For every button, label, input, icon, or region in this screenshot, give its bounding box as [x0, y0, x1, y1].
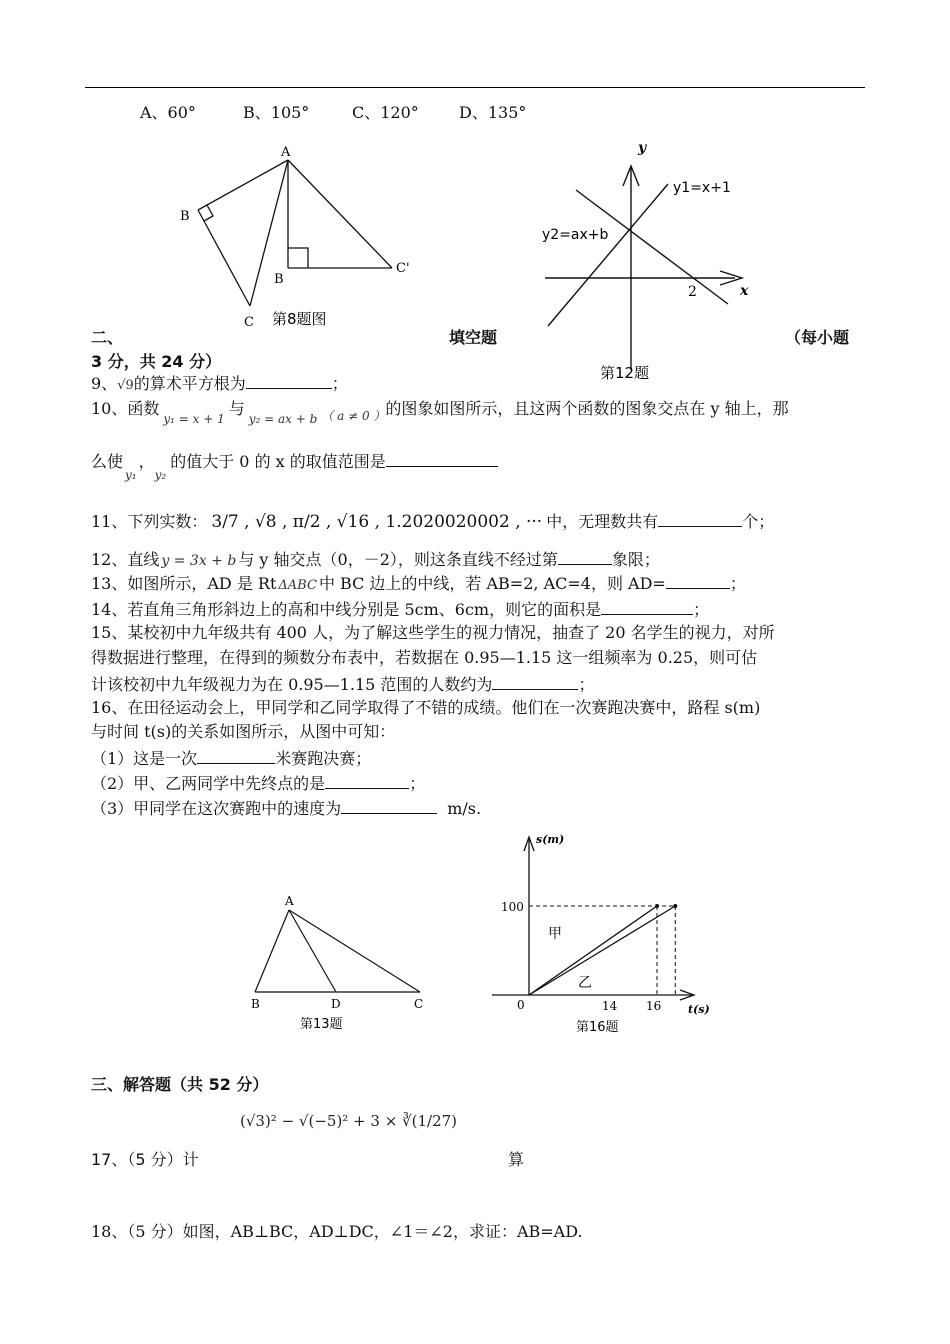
q15-answer-blank[interactable]	[492, 673, 578, 690]
q13-text: 中 BC 边上的中线，若 AB=2, AC=4，则 AD=	[318, 574, 666, 593]
q16-sub1-blank[interactable]	[197, 747, 275, 764]
q16-sub3-a: （3）甲同学在这次赛跑中的速度为	[91, 799, 342, 818]
q12-prefix: 12、直线	[91, 550, 160, 569]
q12-end: 象限；	[611, 550, 660, 569]
q15-end: ；	[578, 675, 595, 694]
q13-prefix: 13、如图所示，AD 是 Rt	[91, 574, 277, 593]
q10-line2-a: 么使	[91, 452, 124, 471]
option-b: B、105°	[243, 103, 310, 122]
q15-line3-text: 计该校初中九年级视力为在 0.95—1.15 范围的人数约为	[91, 675, 493, 694]
q16-sub2-b: ；	[409, 774, 426, 793]
question-10-line2	[91, 450, 498, 482]
q11-suffix: 中，无理数共有	[546, 512, 659, 531]
question-11	[91, 510, 774, 532]
q12-formula: y = 3x + b	[161, 553, 237, 569]
q16-sub2-a: （2）甲、乙两同学中先终点的是	[91, 774, 326, 793]
fig8-label-a: A	[281, 145, 291, 160]
fig8-caption: 第8题图	[272, 310, 327, 328]
q12-answer-blank[interactable]	[558, 548, 612, 565]
q14-text: 14、若直角三角形斜边上的高和中线分别是 5cm、6cm，则它的面积是	[91, 600, 602, 619]
q10-f1: y₁ = x + 1	[163, 412, 225, 426]
fig12-x-axis: x	[740, 283, 749, 299]
fig13-label-c: C	[414, 997, 424, 1011]
question-16-line2: 与时间 t(s)的关系如图所示，从图中可知：	[91, 722, 396, 741]
question-16-sub3	[91, 797, 481, 819]
chart-y-tick-100: 100	[501, 900, 524, 914]
question-16-line1: 16、在田径运动会上，甲同学和乙同学取得了不错的成绩。他们在一次赛跑决赛中，路程 s(m)	[91, 698, 761, 717]
q16-sub2-blank[interactable]	[325, 772, 409, 789]
section2-title: 填空题	[449, 328, 498, 347]
chart-endpoint-yi	[673, 904, 677, 908]
question-15-line1: 15、某校初中九年级共有 400 人，为了解这些学生的视力情况，抽查了 20 名学生的视力，对所	[91, 623, 775, 642]
q17-end: 算	[508, 1150, 525, 1169]
q16-sub3-blank[interactable]	[341, 797, 437, 814]
q9-end: ；	[331, 374, 348, 393]
q13-end: ；	[729, 574, 746, 593]
header-rule	[85, 87, 865, 88]
question-15-line2: 得数据进行整理，在得到的频数分布表中，若数据在 0.95—1.15 这一组频率为 0.25，则可估	[91, 648, 758, 667]
section3-title: 三、解答题（共 52 分）	[91, 1075, 269, 1094]
option-d: D、135°	[459, 103, 527, 122]
q10-mid: 与	[228, 399, 245, 418]
q12-text: 与 y 轴交点（0，－2），则这条直线不经过第	[238, 550, 558, 569]
q13-answer-blank[interactable]	[666, 572, 730, 589]
fig8-label-c: C	[244, 315, 254, 330]
q10-answer-blank[interactable]	[386, 450, 498, 467]
option-c: C、120°	[352, 103, 419, 122]
fig13-label-b: B	[251, 997, 260, 1011]
chart-series-line-jia	[529, 906, 657, 995]
chart-x-tick-16: 16	[646, 999, 662, 1013]
fig16-caption: 第16题	[576, 1020, 619, 1035]
q9-radical: √9	[117, 378, 134, 393]
q10-v2: y₂	[154, 468, 167, 482]
q11-end: 个；	[742, 512, 775, 531]
q11-numbers: 3/7 , √8 , π/2 , √16 , 1.2020020002 , ···	[211, 512, 543, 532]
fig13-label-a: A	[285, 894, 294, 908]
q9-text: 的算术平方根为	[133, 374, 246, 393]
question-10	[91, 399, 789, 426]
question-15-line3	[91, 673, 594, 695]
fig12-y2-label: y2=ax+b	[542, 227, 609, 243]
fig13-label-d: D	[331, 997, 341, 1011]
chart-x-tick-14: 14	[602, 999, 618, 1013]
question-18: 18、（5 分）如图，AB⊥BC，AD⊥DC，∠1＝∠2，求证：AB=AD.	[91, 1222, 583, 1241]
question-13	[91, 572, 746, 596]
question-9	[91, 372, 348, 396]
fig12-y-axis: y	[638, 140, 647, 156]
chart-series-label-yi: 乙	[578, 975, 592, 991]
q10-comma: ，	[138, 452, 155, 471]
q11-answer-blank[interactable]	[658, 510, 742, 527]
q10-cond: （ a ≠ 0 ）	[321, 409, 386, 423]
chart-series-label-jia: 甲	[548, 926, 562, 942]
section2-note-rest: 3 分，共 24 分）	[91, 352, 222, 371]
option-a: A、60°	[140, 103, 196, 122]
question-12	[91, 548, 660, 571]
fig8-label-b2: B	[274, 272, 284, 287]
q10-text: 的图象如图所示，且这两个函数的图象交点在 y 轴上，那	[385, 399, 789, 418]
fig13-caption: 第13题	[300, 1017, 343, 1032]
q14-end: ；	[693, 600, 710, 619]
fig8-label-b1: B	[180, 209, 190, 224]
q17-prefix: 17、（5 分）计	[91, 1150, 199, 1169]
q11-prefix: 11、下列实数：	[91, 512, 208, 531]
fig12-caption: 第12题	[600, 364, 650, 382]
question-16-sub1	[91, 747, 371, 769]
section2-number: 二、	[91, 328, 124, 347]
chart-y-label: s(m)	[536, 833, 565, 846]
q16-sub1-a: （1）这是一次	[91, 749, 198, 768]
q9-prefix: 9、	[91, 374, 118, 393]
q16-sub3-b: m/s.	[447, 799, 482, 818]
fig12-tick-2: 2	[688, 284, 697, 300]
q10-f2: y₂ = ax + b	[248, 412, 318, 426]
figure-13	[240, 890, 440, 1040]
chart-origin: 0	[517, 998, 525, 1012]
fig8-label-c2: C'	[396, 261, 410, 276]
chart-series-line-yi	[529, 906, 675, 995]
figure-16-chart	[480, 825, 720, 1040]
section2-note-open: （每小题	[785, 328, 850, 347]
fig12-y1-label: y1=x+1	[673, 180, 731, 196]
question-14	[91, 598, 709, 620]
q10-line2-b: 的值大于 0 的 x 的取值范围是	[170, 452, 386, 471]
chart-x-label: t(s)	[688, 1003, 710, 1016]
q9-answer-blank[interactable]	[246, 372, 332, 389]
q17-expression: (√3)² − √(−5)² + 3 × ∛(1/27)	[240, 1112, 458, 1130]
q16-sub1-b: 米赛跑决赛；	[275, 749, 372, 768]
q10-prefix: 10、函数	[91, 399, 160, 418]
q10-v1: y₁	[125, 468, 137, 482]
q13-tri: ΔABC	[278, 578, 317, 593]
figure-12	[530, 138, 780, 386]
question-16-sub2	[91, 772, 425, 794]
figure-8	[170, 138, 430, 333]
q14-answer-blank[interactable]	[601, 598, 693, 615]
